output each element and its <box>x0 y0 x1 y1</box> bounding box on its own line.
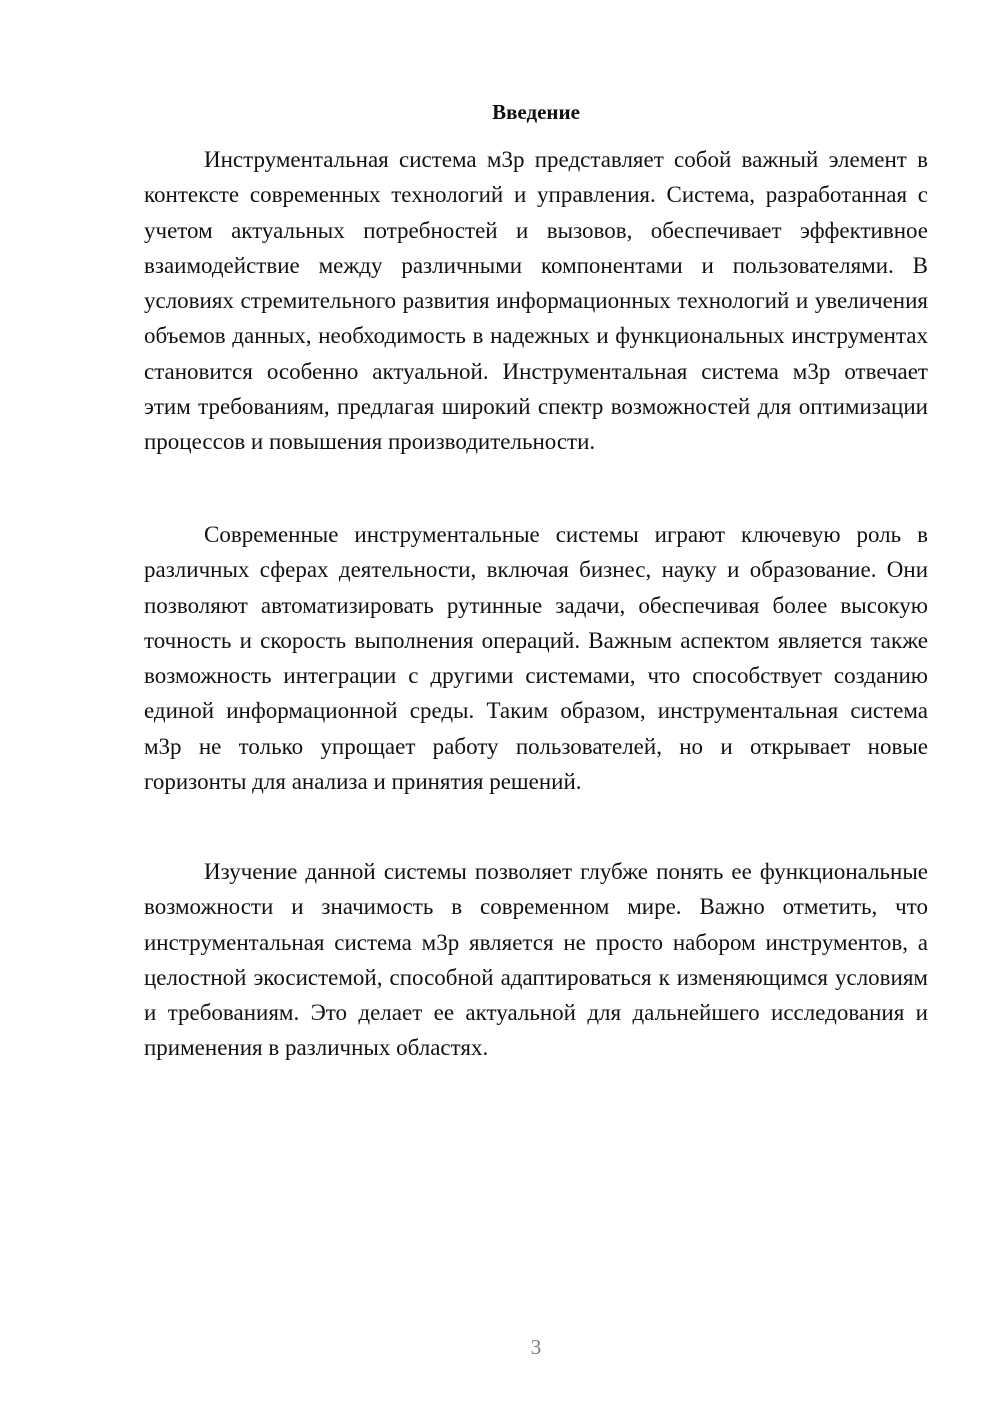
page-number: 3 <box>530 1335 542 1359</box>
paragraph-1: Инструментальная система м3р представляет собой важный элемент в контексте современных технологий и управления. Система, разработанная с учетом актуальных потребностей и вызовов, обеспечивает эффективное взаимодействие между различными компонентами и пользователями. В условиях стремительного развития информационных технологий и увеличения объемов данных, необходимость в надежных и функциональных инструментах становится особенно актуальной. Инструментальная система м3р отвечает этим требованиям, предлагая широкий спектр возможностей для оптимизации процессов и повышения производительности. <box>144 147 928 455</box>
section-heading: Введение <box>492 100 580 124</box>
paragraph-2: Современные инструментальные системы играют ключевую роль в различных сферах деятельности, включая бизнес, науку и образование. Они позволяют автоматизировать рутинные задачи, обеспечивая более высокую точность и скорость выполнения операций. Важным аспектом является также возможность интеграции с другими системами, что способствует созданию единой информационной среды. Таким образом, инструментальная система м3р не только упрощает работу пользователей, но и открывает новые горизонты для анализа и принятия решений. <box>144 522 928 795</box>
paragraph-3: Изучение данной системы позволяет глубже понять ее функциональные возможности и значимость в современном мире. Важно отметить, что инструментальная система м3р является не просто набором инструментов, а целостной экосистемой, способной адаптироваться к изменяющимся условиям и требованиям. Это делает ее актуальной для дальнейшего исследования и применения в различных областях. <box>144 859 928 1061</box>
